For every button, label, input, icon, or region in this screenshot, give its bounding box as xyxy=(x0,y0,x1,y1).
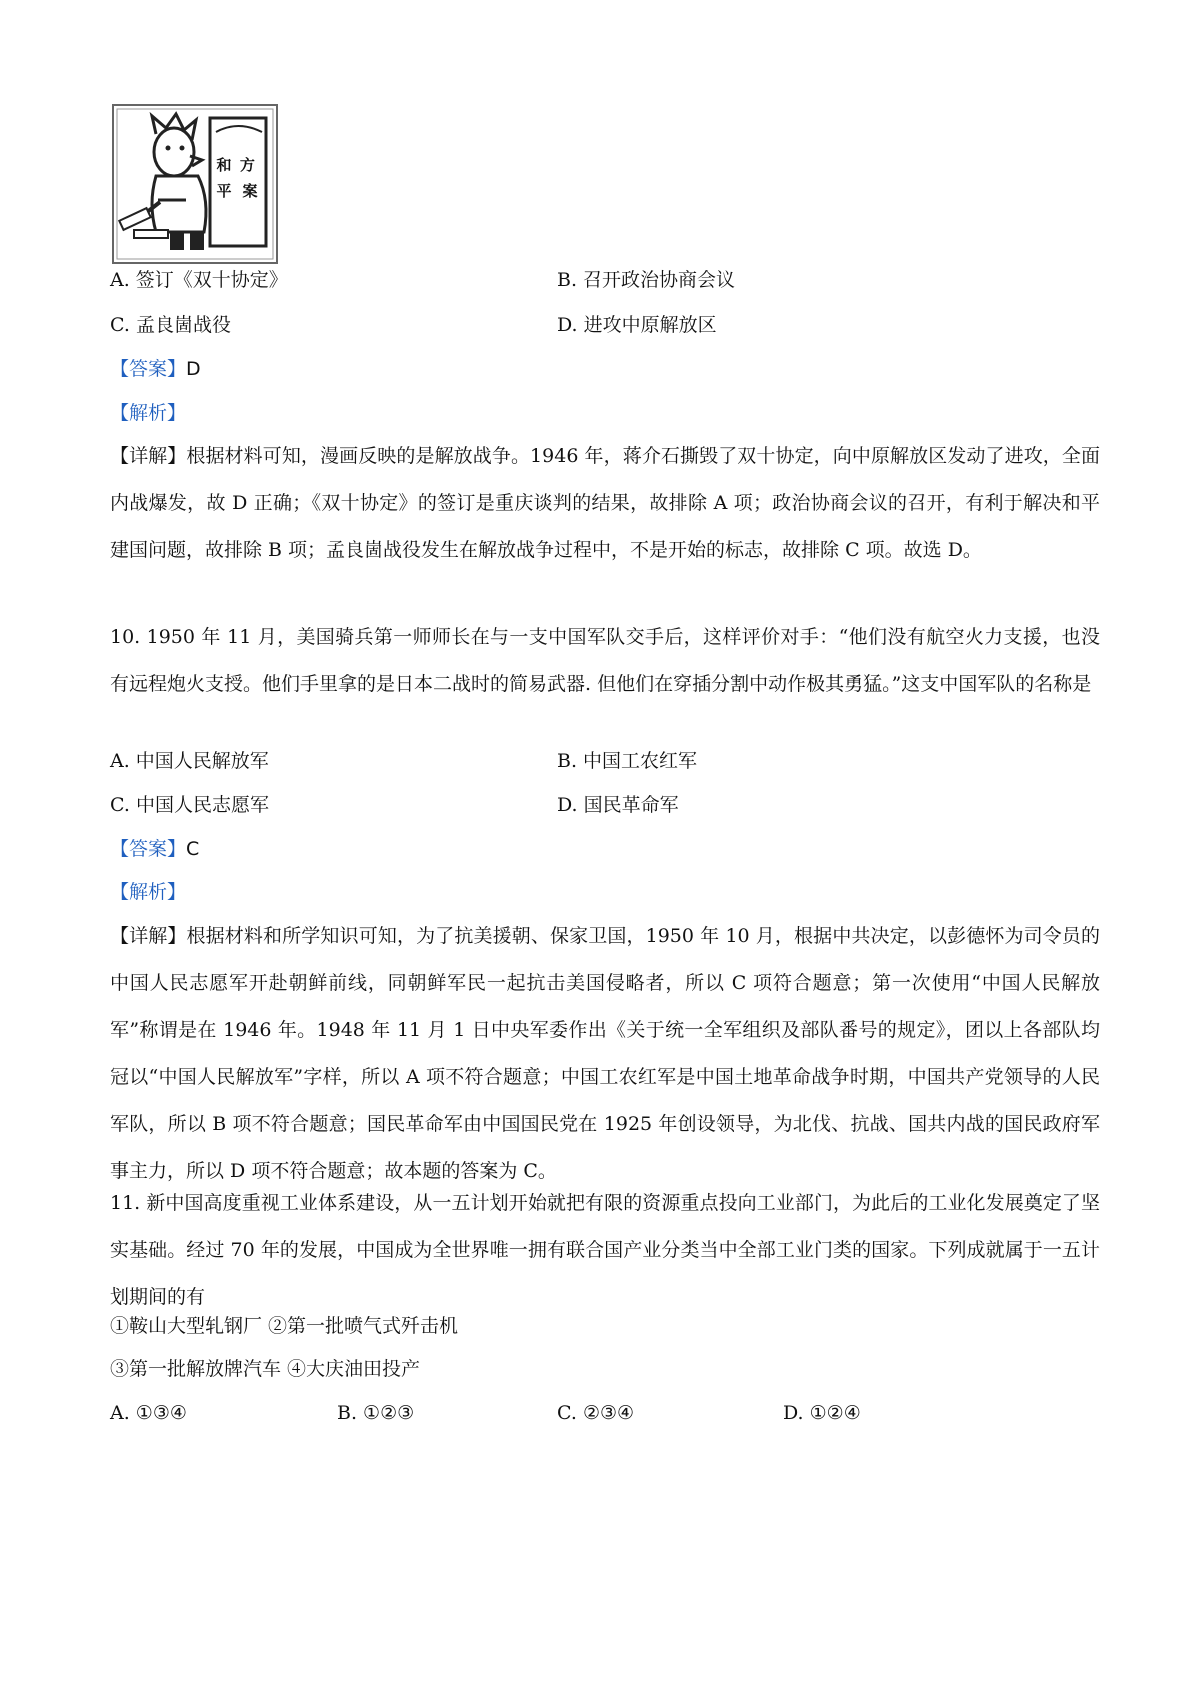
q9-analysis-label: 【解析】 xyxy=(110,402,187,424)
q11-option-c: C. ②③④ xyxy=(557,1402,635,1424)
q11-option-b: B. ①②③ xyxy=(337,1402,415,1424)
cartoon-sign-text: 和 方 平 案 xyxy=(216,156,258,200)
q9-option-b: B. 召开政治协商会议 xyxy=(557,269,736,291)
q9-answer-label: 【答案】 xyxy=(110,358,187,380)
q11-stem: 11. 新中国高度重视工业体系建设，从一五计划开始就把有限的资源重点投向工业部门，为此后的工业化发展奠定了坚实基础。经过 70 年的发展，中国成为全世界唯一拥有联合国产业分类当中全部工业门类的国家。下列成就属于一五计划期间的有 xyxy=(110,1192,1100,1308)
q9-detail xyxy=(110,433,1100,574)
q10-analysis-label: 【解析】 xyxy=(110,881,187,903)
q9-option-a: A. 签订《双十协定》 xyxy=(110,269,288,291)
q10-detail-label: 【详解】 xyxy=(110,925,187,947)
q10-option-d: D. 国民革命军 xyxy=(557,794,679,816)
q11-option-a: A. ①③④ xyxy=(110,1402,187,1424)
q10-answer xyxy=(110,837,199,861)
q9-answer xyxy=(110,357,201,381)
q10-answer-value: C xyxy=(186,838,200,860)
q10-detail-text: 根据材料和所学知识可知，为了抗美援朝、保家卫国，1950 年 10 月，根据中共决定，以彭德怀为司令员的中国人民志愿军开赴朝鲜前线，同朝鲜军民一起抗击美国侵略者，所以 C 项符合题意；第一次使用“中国人民解放军”称谓是在 1946 年。1948 年 11 月 1 日中央军委作出《关于统一全军组织及部队番号的规定》，团以上各部队均冠以“中国人民解放军”字样，所以 A 项不符合题意；中国工农红军是中国土地革命战争时期，中国共产党领导的人民军队，所以 B 项不符合题意；国民革命军由中国国民党在 1925 年创设领导，为北伐、抗战、国共内战的国民政府军事主力，所以 D 项不符合题意；故本题的答案为 C。 xyxy=(110,925,1100,1182)
cartoon-image xyxy=(112,104,278,264)
q10-answer-label: 【答案】 xyxy=(110,838,187,860)
q11-items-line1: ①鞍山大型轧钢厂 ②第一批喷气式歼击机 xyxy=(110,1315,459,1337)
q9-option-d: D. 进攻中原解放区 xyxy=(557,314,717,336)
q9-detail-text: 根据材料可知，漫画反映的是解放战争。1946 年，蒋介石撕毁了双十协定，向中原解放区发动了进攻，全面内战爆发，故 D 正确；《双十协定》的签订是重庆谈判的结果，故排除 A 项；政治协商会议的召开，有利于解决和平建国问题，故排除 B 项；孟良崮战役发生在解放战争过程中，不是开始的标志，故排除 C 项。故选 D。 xyxy=(110,445,1100,561)
q10-option-b: B. 中国工农红军 xyxy=(557,750,698,772)
q11-items-line2: ③第一批解放牌汽车 ④大庆油田投产 xyxy=(110,1358,421,1380)
q9-detail-label: 【详解】 xyxy=(110,445,187,467)
q10-option-a: A. 中国人民解放军 xyxy=(110,750,269,772)
q10-option-c: C. 中国人民志愿军 xyxy=(110,794,269,816)
q9-answer-value: D xyxy=(186,358,201,380)
q10-stem: 10. 1950 年 11 月，美国骑兵第一师师长在与一支中国军队交手后，这样评价对手：“他们没有航空火力支援，也没有远程炮火支授。他们手里拿的是日本二战时的简易武器. 但他们在穿插分割中动作极其勇猛。”这支中国军队的名称是 xyxy=(110,626,1100,695)
q10-detail xyxy=(110,913,1100,1195)
q11-option-d: D. ①②④ xyxy=(783,1402,861,1424)
q9-option-c: C. 孟良崮战役 xyxy=(110,314,231,336)
